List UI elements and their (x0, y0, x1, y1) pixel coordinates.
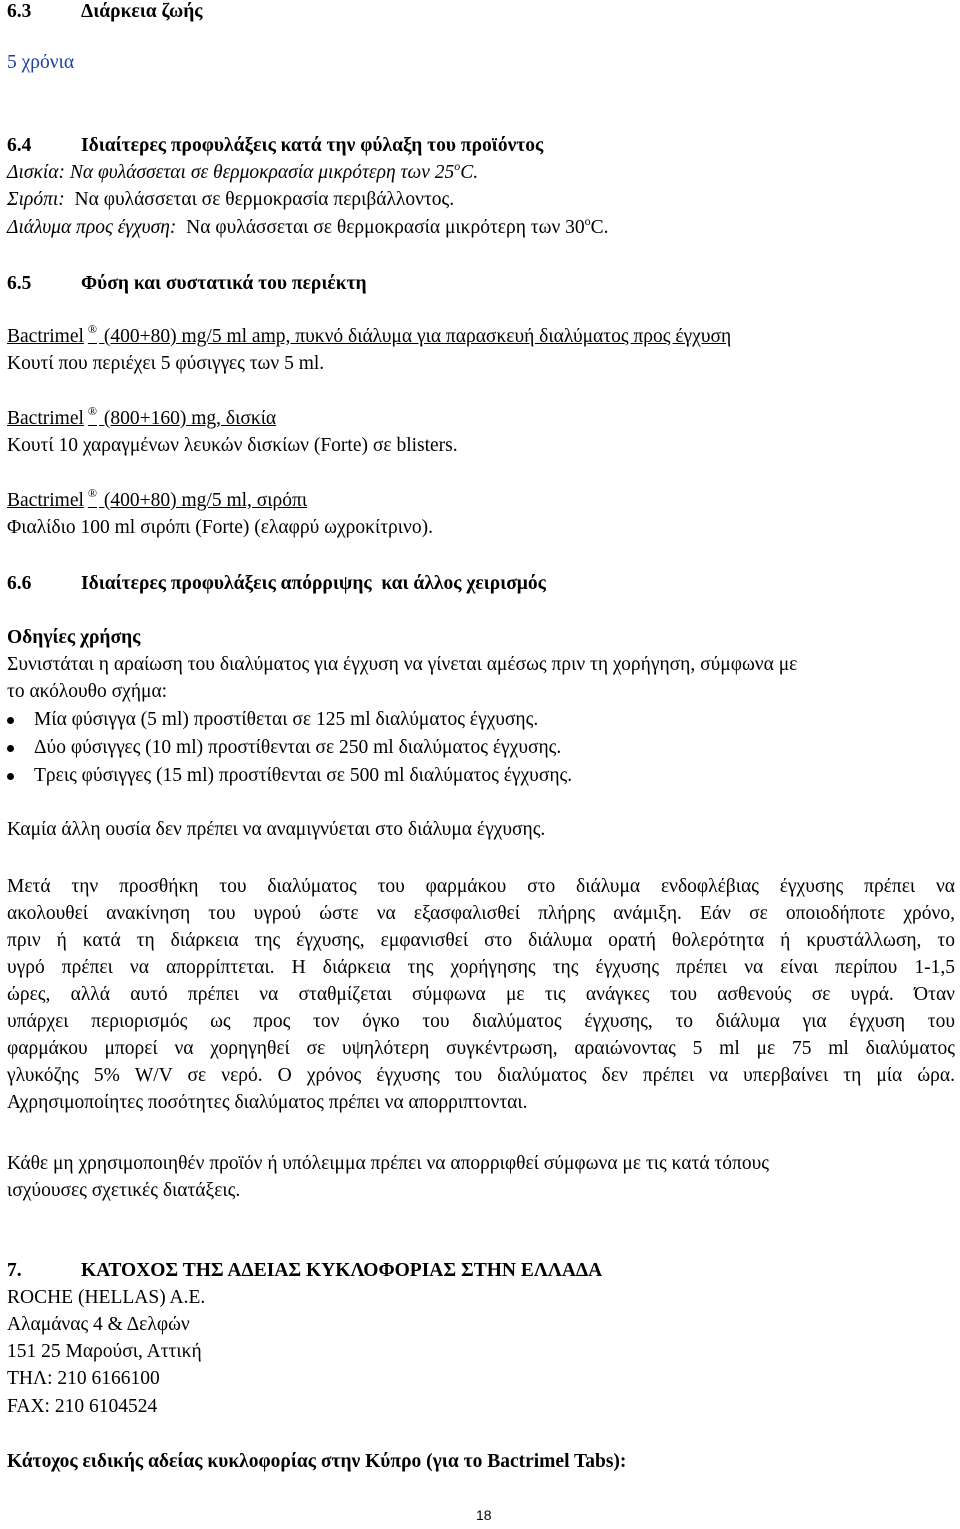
instructions-subheading: Οδηγίες χρήσης (7, 627, 141, 648)
section-title: Φύση και συστατικά του περιέκτη (81, 273, 367, 294)
section-number: 6.3 (7, 1, 32, 22)
disposal-line-1: Κάθε μη χρησιμοποιηθέν προϊόν ή υπόλειμμα πρέπει να απορριφθεί σύμφωνα με τις κατά τόπους (7, 1153, 769, 1174)
section-number: 6.5 (7, 273, 32, 294)
instructions-intro-line-2: το ακόλουθο σχήμα: (7, 681, 168, 702)
container-pack-tablets: Κουτί 10 χαραγμένων λευκών δισκίων (Forte) σε blisters. (7, 435, 458, 456)
bullet-dot (7, 717, 14, 724)
holder-fax: FAX: 210 6104524 (7, 1396, 158, 1417)
section-title: Διάρκεια ζωής (81, 1, 203, 22)
no-mix-note: Καμία άλλη ουσία δεν πρέπει να αναμιγνύεται στο διάλυμα έγχυσης. (7, 819, 546, 840)
administration-paragraph (7, 873, 955, 1116)
registered-mark: ® (87, 404, 98, 418)
paragraph-line: πριν ή κατά τη διάρκεια της έγχυσης, εμφανισθεί στο διάλυμα ορατή θολερότητα ή κρυστάλλωση, το (7, 930, 955, 951)
paragraph-line: Αχρησιμοποίητες ποσότητες διαλύματος πρέπει να απορριπτονται. (7, 1092, 528, 1113)
container-item-tablets: Bactrimel ® (800+160) mg, δισκία (7, 404, 277, 429)
paragraph-line: ακολουθεί ανακίνηση του υγρού ώστε να εξασφαλισθεί πλήρης ανάμιξη. Εάν σε οποιοδήποτε χρόνο, (7, 903, 955, 924)
instructions-intro-line-1: Συνιστάται η αραίωση του διαλύματος για έγχυση να γίνεται αμέσως πριν τη χορήγηση, σύμφωνα με (7, 654, 798, 675)
section-title: Ιδιαίτερες προφυλάξεις κατά την φύλαξη του προϊόντος (81, 135, 544, 156)
paragraph-line: φαρμάκου μπορεί να χορηγηθεί σε υψηλότερη συγκέντρωση, αραιώνοντας 5 ml με 75 ml διαλύματος (7, 1038, 955, 1059)
page-number: 18 (476, 1507, 492, 1523)
holder-city: 151 25 Μαρούσι, Αττική (7, 1341, 202, 1362)
bullet-dot (7, 745, 14, 752)
storage-solution: Διάλυμα προς έγχυση: Να φυλάσσεται σε θερμοκρασία μικρότερη των 30$^o$C. (7, 214, 609, 238)
paragraph-line: υγρό πρέπει να απορρίπτεται. Η διάρκεια της χορήγησης της έγχυσης πρέπει να είναι περίπου 1-1,5 (7, 957, 955, 978)
storage-syrup: Σιρόπι: Να φυλάσσεται σε θερμοκρασία περιβάλλοντος. (7, 189, 455, 210)
container-item-syrup: Bactrimel ® (400+80) mg/5 ml, σιρόπι (7, 486, 308, 511)
section-7-heading (7, 1257, 602, 1284)
holder-phone: ΤΗΛ: 210 6166100 (7, 1368, 160, 1389)
section-title: ΚΑΤΟΧΟΣ ΤΗΣ ΑΔΕΙΑΣ ΚΥΚΛΟΦΟΡΙΑΣ ΣΤΗΝ ΕΛΛΑΔΑ (81, 1260, 603, 1281)
bullet-dot (7, 773, 14, 780)
holder-company: ROCHE (HELLAS) A.E. (7, 1287, 206, 1308)
shelf-life-value: 5 χρόνια (7, 52, 75, 73)
section-6-5-heading (7, 270, 367, 297)
paragraph-line: ώρες, αλλά αυτό πρέπει να σταθμίζεται σύμφωνα με τις ανάγκες του ασθενούς σε υγρά. Όταν (7, 984, 955, 1005)
section-6-4-heading (7, 132, 543, 159)
storage-tablets: Δισκία: Να φυλάσσεται σε θερμοκρασία μικρότερη των 25$^o$C. (7, 159, 479, 183)
paragraph-line: Μετά την προσθήκη του διαλύματος του φαρμάκου στο διάλυμα ενδοφλέβιας έγχυσης πρέπει να (7, 876, 955, 897)
cyprus-holder-heading: Κάτοχος ειδικής αδείας κυκλοφορίας στην Κύπρο (για το Bactrimel Tabs): (7, 1451, 627, 1472)
section-6-6-heading (7, 570, 546, 597)
section-number: 7. (7, 1260, 22, 1281)
registered-mark: ® (87, 486, 98, 500)
section-number: 6.4 (7, 135, 32, 156)
section-number: 6.6 (7, 573, 32, 594)
paragraph-line: υπάρχει περιορισμός ως προς τον όγκο του διαλύματος έγχυσης, το διάλυμα για έγχυση του (7, 1011, 955, 1032)
container-item-ampoule: Bactrimel ® (400+80) mg/5 ml amp, πυκνό διάλυμα για παρασκευή διαλύματος προς έγχυση (7, 322, 732, 347)
section-title: Ιδιαίτερες προφυλάξεις απόρριψης και άλλος χειρισμός (81, 573, 546, 594)
paragraph-line: γλυκόζης 5% W/V σε νερό. Ο χρόνος έγχυσης του διαλύματος δεν πρέπει να υπερβαίνει τη μία ώρα. (7, 1065, 955, 1086)
container-pack-ampoule: Κουτί που περιέχει 5 φύσιγγες των 5 ml. (7, 353, 325, 374)
registered-mark: ® (87, 322, 98, 336)
container-pack-syrup: Φιαλίδιο 100 ml σιρόπι (Forte) (ελαφρύ ωχροκίτρινο). (7, 517, 433, 538)
disposal-line-2: ισχύουσες σχετικές διατάξεις. (7, 1180, 241, 1201)
section-6-3-heading (7, 0, 203, 25)
holder-street: Αλαμάνας 4 & Δελφών (7, 1314, 190, 1335)
